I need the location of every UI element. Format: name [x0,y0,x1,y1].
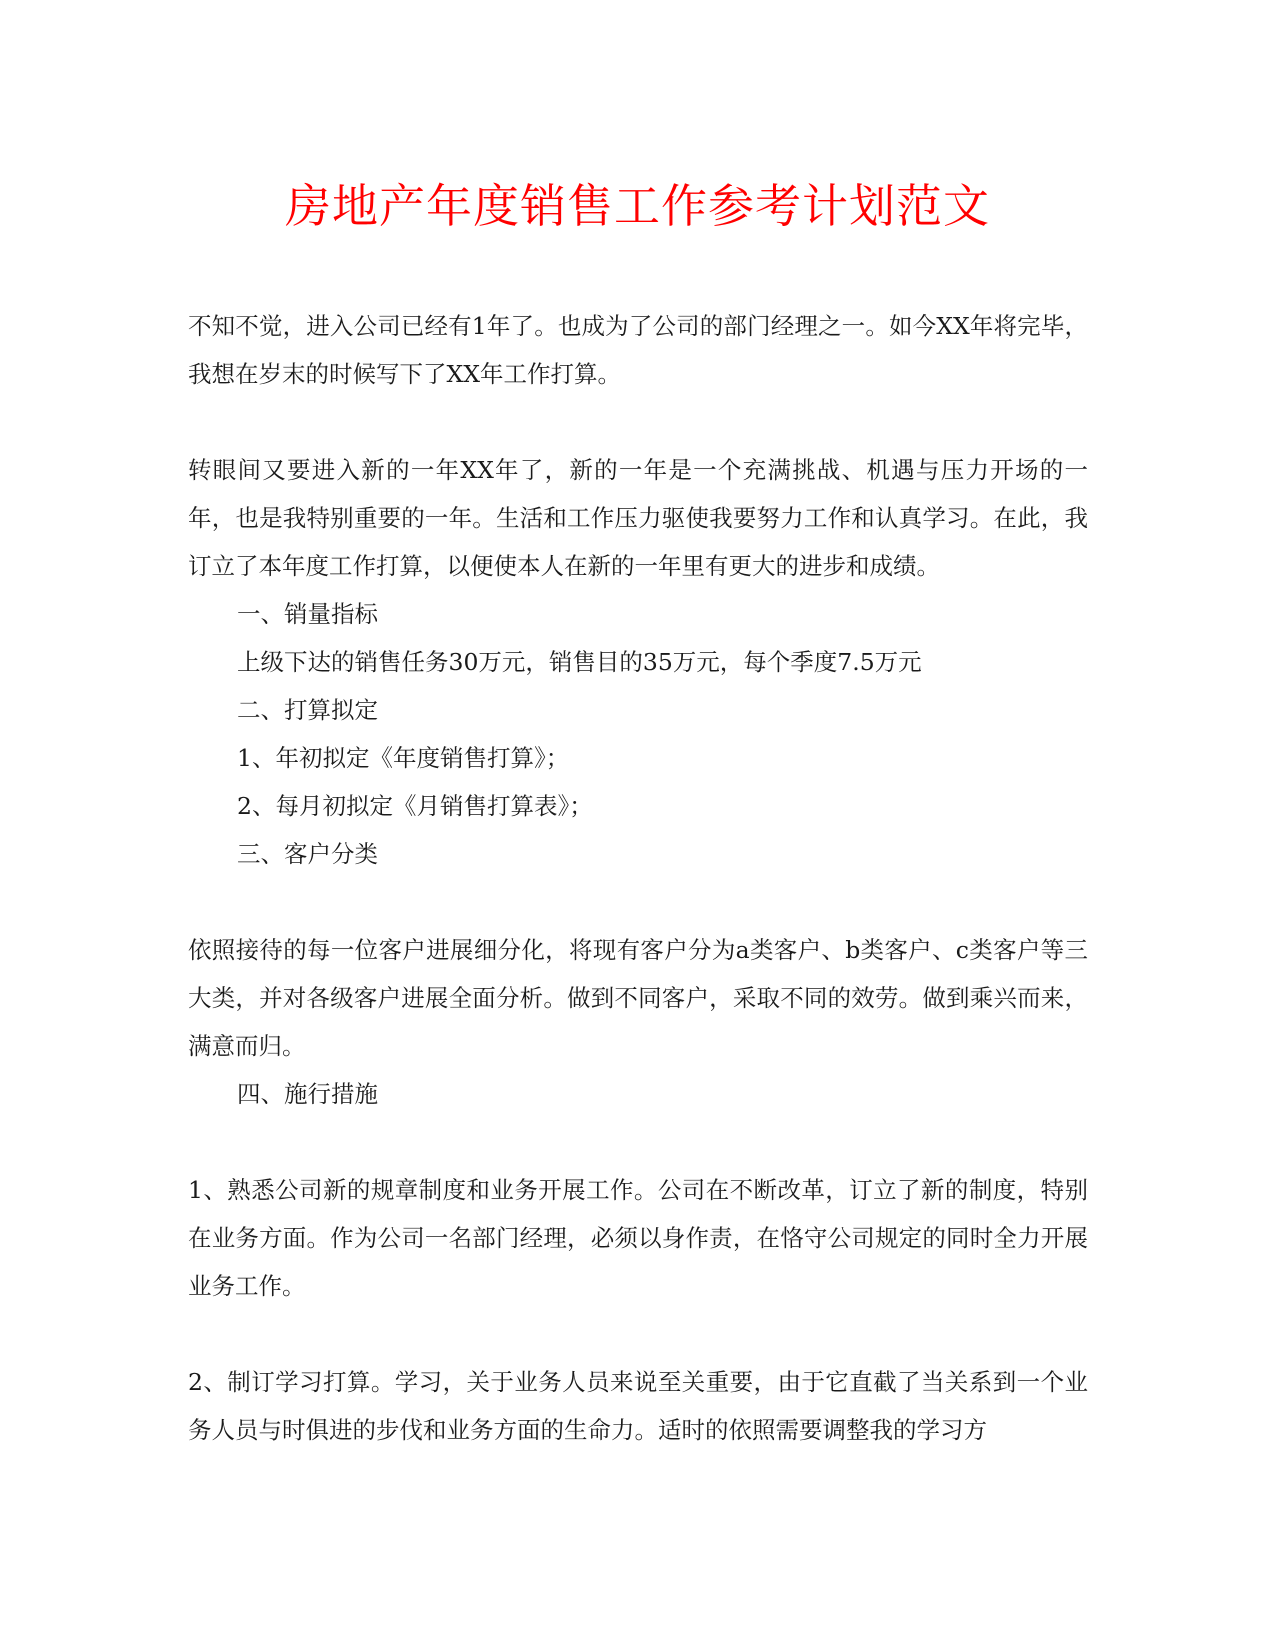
paragraph-new-year: 转眼间又要进入新的一年XX年了，新的一年是一个充满挑战、机遇与压力开场的一年，也是我特别重要的一年。生活和工作压力驱使我要努力工作和认真学习。在此，我订立了本年度工作打算，以便使本人在新的一年里有更大的进步和成绩。 [188,456,1088,580]
paragraph-sales-target: 上级下达的销售任务30万元，销售目的35万元，每个季度7.5万元 [237,648,922,676]
paragraph-customer-categories: 依照接待的每一位客户进展细分化，将现有客户分为a类客户、b类客户、c类客户等三大类，并对各级客户进展全面分析。做到不同客户，采取不同的效劳。做到乘兴而来，满意而归。 [188,936,1088,1060]
heading-sales-target: 一、销量指标 [237,600,378,628]
document-body [188,302,1088,1454]
paragraph-measure-2: 2、制订学习打算。学习，关于业务人员来说至关重要，由于它直截了当关系到一个业务人员与时俱进的步伐和业务方面的生命力。适时的依照需要调整我的学习方 [188,1368,1088,1444]
heading-customer-categories: 三、客户分类 [237,840,378,868]
list-item-annual-plan: 1、年初拟定《年度销售打算》； [237,744,570,772]
heading-measures: 四、施行措施 [237,1080,378,1108]
heading-plan: 二、打算拟定 [237,696,378,724]
paragraph-measure-1: 1、熟悉公司新的规章制度和业务开展工作。公司在不断改革，订立了新的制度，特别在业务方面。作为公司一名部门经理，必须以身作责，在恪守公司规定的同时全力开展业务工作。 [188,1176,1088,1300]
paragraph-intro: 不知不觉，进入公司已经有1年了。也成为了公司的部门经理之一。如今XX年将完毕，我想在岁末的时候写下了XX年工作打算。 [188,312,1088,388]
document-title: 房地产年度销售工作参考计划范文 [285,179,990,233]
list-item-monthly-plan: 2、每月初拟定《月销售打算表》； [237,792,593,820]
